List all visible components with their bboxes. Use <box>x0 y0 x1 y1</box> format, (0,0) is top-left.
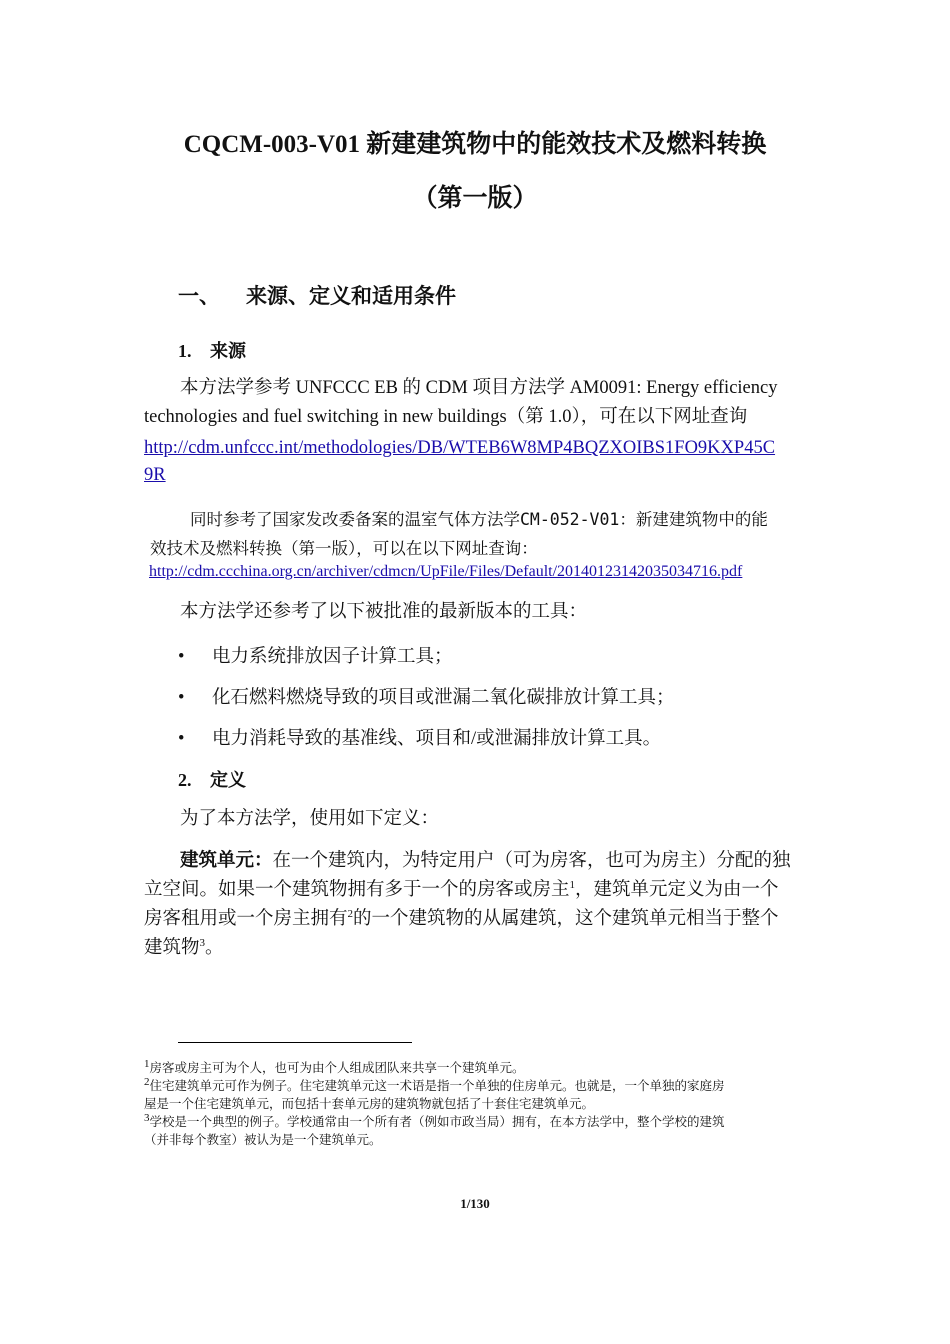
bullet-icon: • <box>178 688 185 708</box>
list-item <box>178 683 675 709</box>
subsection-number: 2. <box>178 770 192 790</box>
ccchina-pdf-link[interactable]: http://cdm.ccchina.org.cn/archiver/cdmcn/UpFile/Files/Default/20140123142035034716.pdf <box>149 563 743 580</box>
definition-line4: 建筑物$^3$。 <box>144 936 224 958</box>
footnote-ref[interactable]: 1 <box>569 878 576 891</box>
bullet-icon: • <box>178 729 185 749</box>
section-number: 一、 <box>178 284 220 308</box>
definition-line2: 立空间。如果一个建筑物拥有多于一个的房客或房主$^1$，建筑单元定义为由一个 <box>144 878 779 900</box>
page-number: 1/130 <box>460 1196 490 1211</box>
tools-intro: 本方法学还参考了以下被批准的最新版本的工具： <box>180 602 588 622</box>
reference-paragraph-line1: 同时参考了国家发改委备案的温室气体方法学CM-052-V01：新建建筑物中的能 <box>190 510 768 529</box>
list-item-text: 电力消耗导致的基准线、项目和/或泄漏排放计算工具。 <box>212 729 662 749</box>
definition-line3: 房客租用或一个房主拥有$^2$的一个建筑物的从属建筑，这个建筑单元相当于整个 <box>144 907 779 929</box>
footnote-ref[interactable]: 3 <box>199 936 206 949</box>
section-title: 来源、定义和适用条件 <box>246 284 456 308</box>
bullet-icon: • <box>178 647 185 667</box>
unfccc-link-line1[interactable]: http://cdm.unfccc.int/methodologies/DB/WTEB6W8MP4BQZXOIBS1FO9KXP45C <box>144 438 776 458</box>
document-subtitle: （第一版） <box>412 185 538 212</box>
footnote-2: $^2$住宅建筑单元可作为例子。住宅建筑单元这一术语是指一个单独的住房单元。也就是，一个单独的家庭房 <box>144 1075 725 1093</box>
footnote-1: $^1$房客或房主可为个人，也可为由个人组成团队来共享一个建筑单元。 <box>144 1057 525 1075</box>
subsection-title: 定义 <box>210 770 246 790</box>
source-paragraph-line2: technologies and fuel switching in new buildings（第 1.0），可在以下网址查询 <box>144 407 748 427</box>
reference-paragraph-line2: 效技术及燃料转换（第一版），可以在以下网址查询： <box>150 539 538 558</box>
subsection-number: 1. <box>178 341 192 361</box>
list-item <box>178 724 661 750</box>
unfccc-link-line2[interactable]: 9R <box>144 465 166 485</box>
definitions-intro: 为了本方法学，使用如下定义： <box>180 809 440 829</box>
source-paragraph-line1: 本方法学参考 UNFCCC EB 的 CDM 项目方法学 AM0091: Energy efficiency <box>180 378 778 398</box>
footnote-3-cont: （并非每个教室）被认为是一个建筑单元。 <box>144 1133 382 1147</box>
footnote-ref[interactable]: 2 <box>347 907 354 920</box>
definition-term: 建筑单元： <box>180 851 273 871</box>
footnote-mark: 3 <box>144 1111 150 1124</box>
section-heading <box>178 280 456 310</box>
list-item-text: 电力系统排放因子计算工具； <box>212 647 453 667</box>
footnote-mark: 1 <box>144 1057 150 1070</box>
footnote-mark: 2 <box>144 1075 150 1088</box>
footnote-3: $^3$学校是一个典型的例子。学校通常由一个所有者（例如市政当局）拥有，在本方法学中，整个学校的建筑 <box>144 1111 725 1129</box>
definition-line1: 建筑单元：在一个建筑内，为特定用户（可为房客，也可为房主）分配的独 <box>180 851 791 871</box>
list-item <box>178 642 453 668</box>
list-item-text: 化石燃料燃烧导致的项目或泄漏二氧化碳排放计算工具； <box>212 688 675 708</box>
document-title: CQCM-003-V01 新建建筑物中的能效技术及燃料转换 <box>183 131 767 158</box>
footnote-2-cont: 屋是一个住宅建筑单元，而包括十套单元房的建筑物就包括了十套住宅建筑单元。 <box>144 1097 595 1111</box>
subsection-heading-definitions <box>178 766 246 792</box>
subsection-title: 来源 <box>210 341 246 361</box>
subsection-heading-source <box>178 337 246 363</box>
footnote-separator <box>178 1042 412 1043</box>
